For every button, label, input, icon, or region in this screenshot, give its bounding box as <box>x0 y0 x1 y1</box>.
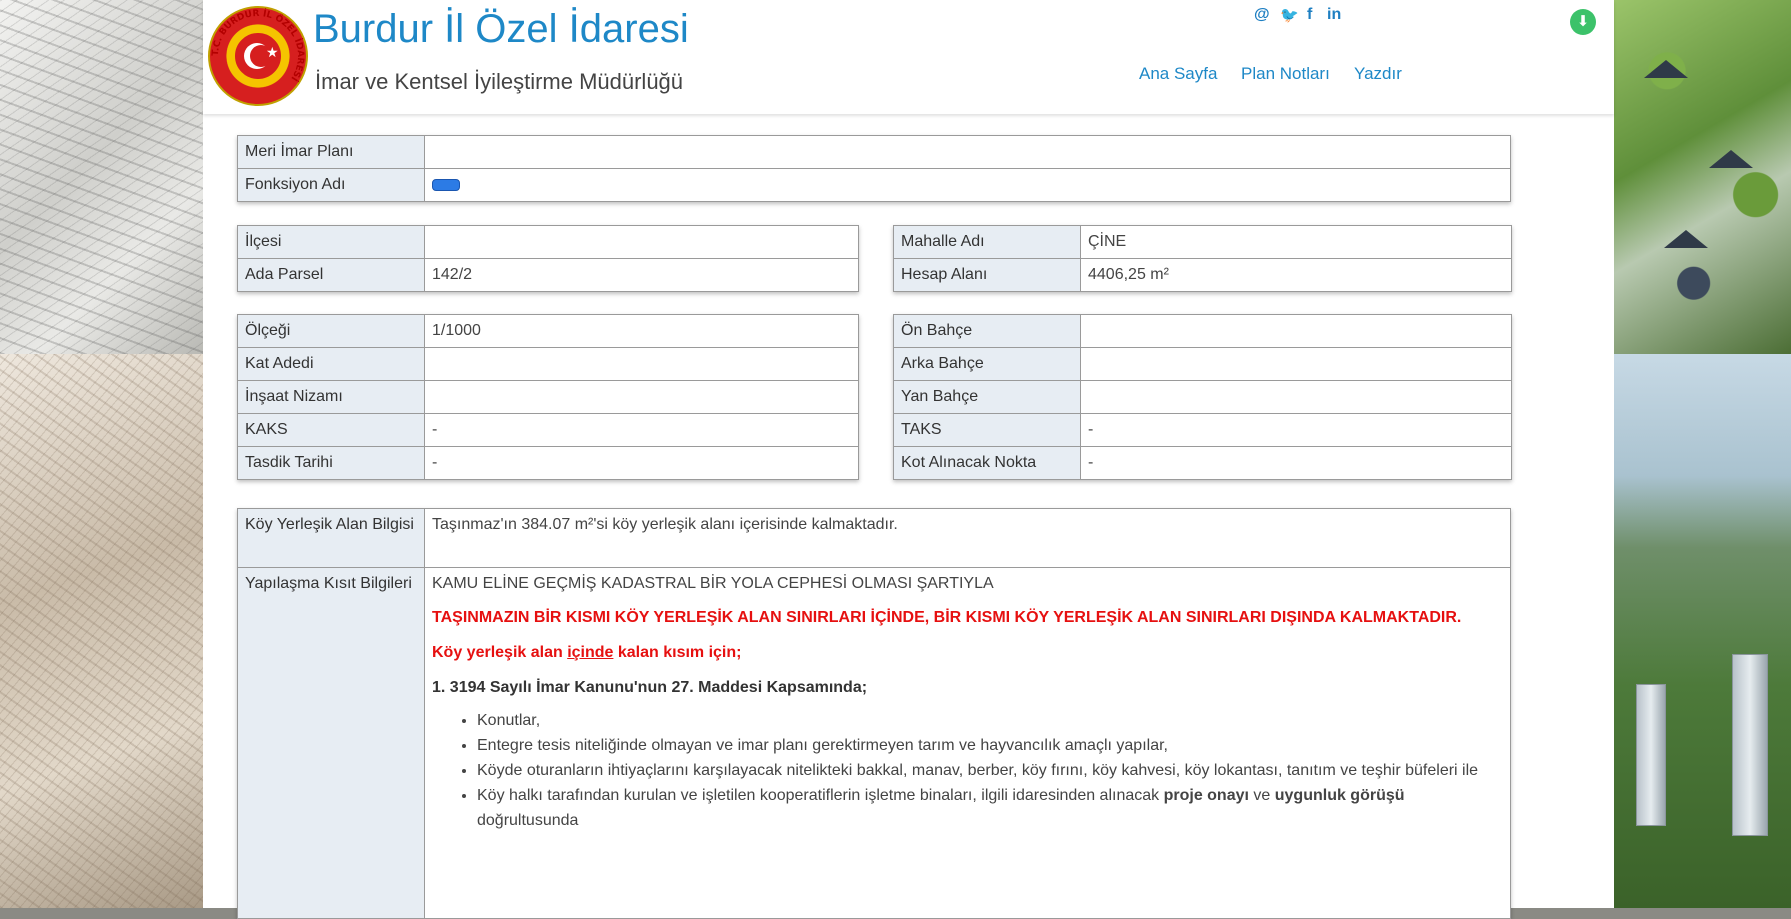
table-row <box>238 509 1511 568</box>
item-text: Köy halkı tarafından kurulan ve işletilen kooperatiflerin işletme binaları, ilgili idaresinden alınacak <box>477 787 1164 804</box>
row-label: Fonksiyon Adı <box>238 169 425 202</box>
table-row <box>894 348 1512 381</box>
nav-yazdir[interactable]: Yazdır <box>1354 64 1402 83</box>
row-value: ÇİNE <box>1081 226 1512 259</box>
row-label: Kat Adedi <box>238 348 425 381</box>
village-label: Köy Yerleşik Alan Bilgisi <box>238 509 425 568</box>
restriction-label: Yapılaşma Kısıt Bilgileri <box>238 568 425 919</box>
table-row <box>238 315 859 348</box>
download-icon[interactable]: ⬇ <box>1570 9 1596 35</box>
restriction-table <box>237 508 1511 919</box>
city-map-image <box>0 354 203 908</box>
table-row <box>894 447 1512 480</box>
village-value: Taşınmaz'ın 384.07 m²'si köy yerleşik alanı içerisinde kalmaktadır. <box>425 509 1511 568</box>
location-table-left <box>237 225 859 292</box>
site-subtitle: İmar ve Kentsel İyileştirme Müdürlüğü <box>315 69 684 94</box>
row-value: - <box>425 414 859 447</box>
table-row <box>238 259 859 292</box>
city-towers-image <box>1614 354 1791 908</box>
table-row <box>238 568 1511 919</box>
table-row <box>238 447 859 480</box>
inside-heading-pre: Köy yerleşik alan <box>432 644 568 661</box>
nav-ana-sayfa[interactable]: Ana Sayfa <box>1139 64 1218 83</box>
item-text: doğrultusunda <box>477 812 579 829</box>
row-value: - <box>1081 414 1512 447</box>
item-bold: proje onayı <box>1163 787 1249 804</box>
linkedin-icon[interactable]: in <box>1327 6 1342 23</box>
row-value <box>1081 381 1512 414</box>
logo-flag: ★ <box>232 30 284 82</box>
row-label: Meri İmar Planı <box>238 136 425 169</box>
table-row <box>238 136 1511 169</box>
row-value: - <box>425 447 859 480</box>
row-label: Ölçeği <box>238 315 425 348</box>
email-icon[interactable]: @ <box>1254 6 1270 23</box>
inside-heading <box>432 640 1503 665</box>
table-row <box>894 259 1512 292</box>
list-item <box>477 783 1503 833</box>
row-value: - <box>1081 447 1512 480</box>
details-table-right <box>893 314 1512 480</box>
row-label: Yan Bahçe <box>894 381 1081 414</box>
function-value <box>425 169 1511 202</box>
site-title: Burdur İl Özel İdaresi <box>313 7 689 51</box>
main-panel <box>203 0 1614 908</box>
row-label: Mahalle Adı <box>894 226 1081 259</box>
row-value <box>425 226 859 259</box>
allowed-list <box>432 708 1503 833</box>
row-value: 1/1000 <box>425 315 859 348</box>
row-value <box>1081 315 1512 348</box>
table-row <box>238 414 859 447</box>
architectural-sketch-image <box>0 0 203 354</box>
table-row <box>238 381 859 414</box>
restriction-content <box>425 568 1511 919</box>
restriction-line1: KAMU ELİNE GEÇMİŞ KADASTRAL BİR YOLA CEPHESİ OLMASI ŞARTIYLA <box>432 575 994 592</box>
twitter-icon[interactable]: 🐦 <box>1280 7 1299 24</box>
item-text: ve <box>1248 787 1275 804</box>
list-item: • Entegre tesis niteliğinde olmayan ve imar planı gerektirmeyen tarım ve hayvancılık amaçlı yapılar, <box>477 733 1503 758</box>
row-label: Arka Bahçe <box>894 348 1081 381</box>
logo <box>208 6 308 106</box>
row-label: Tasdik Tarihi <box>238 447 425 480</box>
table-row <box>238 169 1511 202</box>
table-row <box>894 414 1512 447</box>
row-value: 142/2 <box>425 259 859 292</box>
row-value <box>425 381 859 414</box>
nav-plan-notlari[interactable]: Plan Notları <box>1241 64 1330 83</box>
village-houses-image <box>1614 0 1791 354</box>
row-value <box>425 348 859 381</box>
inside-heading-underlined: içinde <box>567 644 614 661</box>
list-item: • Köyde oturanların ihtiyaçlarını karşılayacak nitelikteki bakkal, manav, berber, köy fırını, köy kahvesi, köy lokantası, tanıtım ve teşhir büfeleri ile <box>477 758 1503 783</box>
plan-table <box>237 135 1511 202</box>
row-label: Ön Bahçe <box>894 315 1081 348</box>
table-row <box>894 381 1512 414</box>
row-label: Kot Alınacak Nokta <box>894 447 1081 480</box>
restriction-warning: TAŞINMAZIN BİR KISMI KÖY YERLEŞİK ALAN SINIRLARI İÇİNDE, BİR KISMI KÖY YERLEŞİK ALAN SINIRLARI DIŞINDA KALMAKTADIR. <box>432 609 1462 626</box>
row-label: Ada Parsel <box>238 259 425 292</box>
site-header <box>203 0 1614 114</box>
table-row <box>238 348 859 381</box>
row-value: 4406,25 m² <box>1081 259 1512 292</box>
table-row <box>894 226 1512 259</box>
row-value <box>425 136 1511 169</box>
function-color-indicator <box>432 179 460 191</box>
location-table-right <box>893 225 1512 292</box>
background-image-left <box>0 0 203 908</box>
table-row <box>238 226 859 259</box>
logo-text: T.C. BURDUR İL ÖZEL İDARESİ <box>210 8 306 83</box>
row-label: İnşaat Nizamı <box>238 381 425 414</box>
background-image-right <box>1614 0 1791 908</box>
list-item: • Konutlar, <box>477 708 1503 733</box>
law-heading: 1. 3194 Sayılı İmar Kanunu'nun 27. Maddesi Kapsamında; <box>432 679 868 696</box>
row-label: KAKS <box>238 414 425 447</box>
table-row <box>894 315 1512 348</box>
inside-heading-post: kalan kısım için; <box>613 644 742 661</box>
row-label: Hesap Alanı <box>894 259 1081 292</box>
item-bold: uygunluk görüşü <box>1274 787 1405 804</box>
facebook-icon[interactable]: f <box>1307 6 1313 23</box>
details-table-left <box>237 314 859 480</box>
row-label: TAKS <box>894 414 1081 447</box>
row-label: İlçesi <box>238 226 425 259</box>
row-value <box>1081 348 1512 381</box>
